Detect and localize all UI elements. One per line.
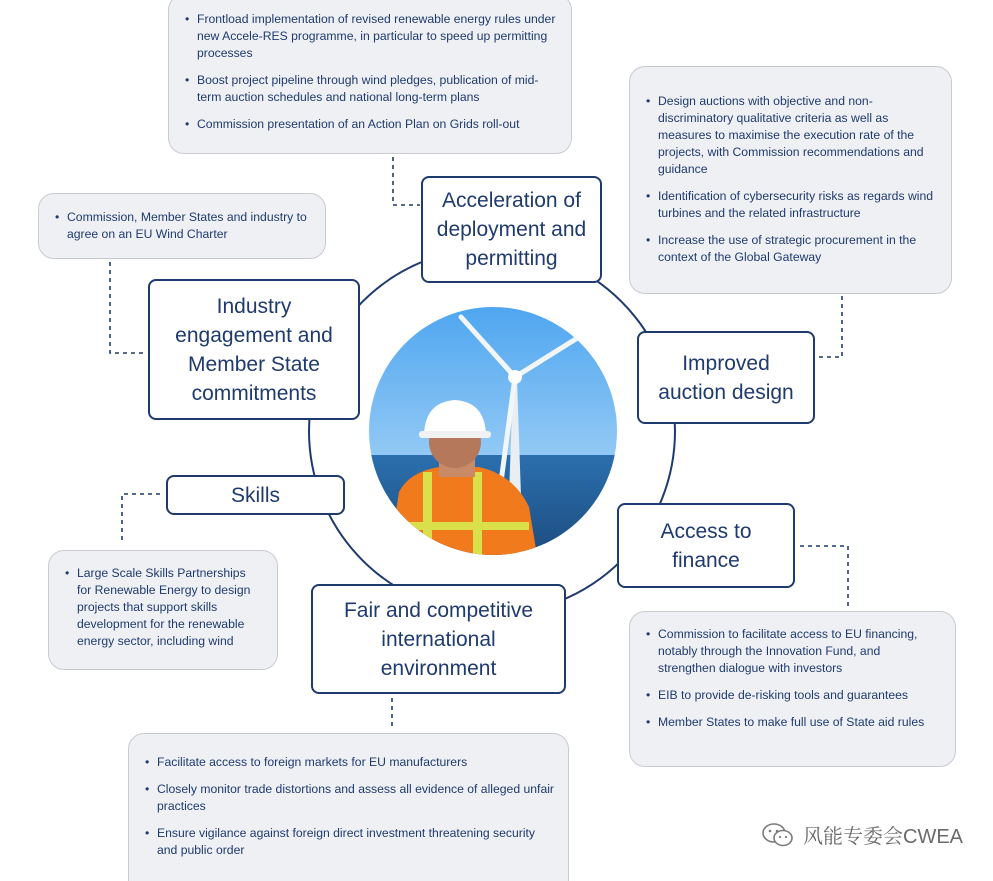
connector-finance xyxy=(800,546,848,610)
list-item: • Member States to make full use of State aid rules xyxy=(658,714,941,731)
list-item: • Closely monitor trade distortions and assess all evidence of alleged unfair practices xyxy=(157,781,554,815)
note-industry xyxy=(38,193,326,259)
pillar-finance: Access to finance xyxy=(617,503,795,588)
note-skills xyxy=(48,550,278,670)
pillar-skills: Skills xyxy=(166,475,345,515)
watermark xyxy=(761,820,963,849)
pillar-auction: Improved auction design xyxy=(637,331,815,424)
list-item: • Commission, Member States and industry to agree on an EU Wind Charter xyxy=(67,209,311,243)
list-item: • Frontload implementation of revised renewable energy rules under new Accele-RES programme, in particular to speed up permitting processes xyxy=(197,11,557,62)
list-item: • Large Scale Skills Partnerships for Renewable Energy to design projects that support skills development for the renewable energy sector, including wind xyxy=(77,565,263,650)
list-item: • EIB to provide de-risking tools and guarantees xyxy=(658,687,941,704)
connector-skills xyxy=(122,494,164,540)
list-item: • Ensure vigilance against foreign direct investment threatening security and public order xyxy=(157,825,554,859)
list-item: • Increase the use of strategic procurement in the context of the Global Gateway xyxy=(658,232,937,266)
list-item: • Commission presentation of an Action Plan on Grids roll-out xyxy=(197,116,557,133)
list-item: • Commission to facilitate access to EU financing, notably through the Innovation Fund, and strengthen dialogue with investors xyxy=(658,626,941,677)
note-acceleration xyxy=(168,0,572,154)
note-auction xyxy=(629,66,952,294)
watermark-text: 风能专委会CWEA xyxy=(803,826,963,848)
list-item: • Design auctions with objective and non-discriminatory qualitative criteria as well as measures to maximise the execution rate of the projects, with Commission recommendations and guidance xyxy=(658,93,937,178)
wechat-icon xyxy=(761,822,795,848)
list-item: • Identification of cybersecurity risks as regards wind turbines and the related infrastructure xyxy=(658,188,937,222)
note-finance xyxy=(629,611,956,767)
note-international xyxy=(128,733,569,881)
pillar-acceleration: Acceleration of deployment and permitting xyxy=(421,176,602,283)
list-item: • Facilitate access to foreign markets for EU manufacturers xyxy=(157,754,554,771)
connector-acceleration xyxy=(393,157,420,205)
connector-industry xyxy=(110,262,146,353)
pillar-industry: Industry engagement and Member State commitments xyxy=(148,279,360,420)
list-item: • Boost project pipeline through wind pledges, publication of mid-term auction schedules and national long-term plans xyxy=(197,72,557,106)
connector-auction xyxy=(818,296,842,357)
wind-turbine-photo xyxy=(369,307,617,555)
pillar-international: Fair and competitive international environment xyxy=(311,584,566,694)
